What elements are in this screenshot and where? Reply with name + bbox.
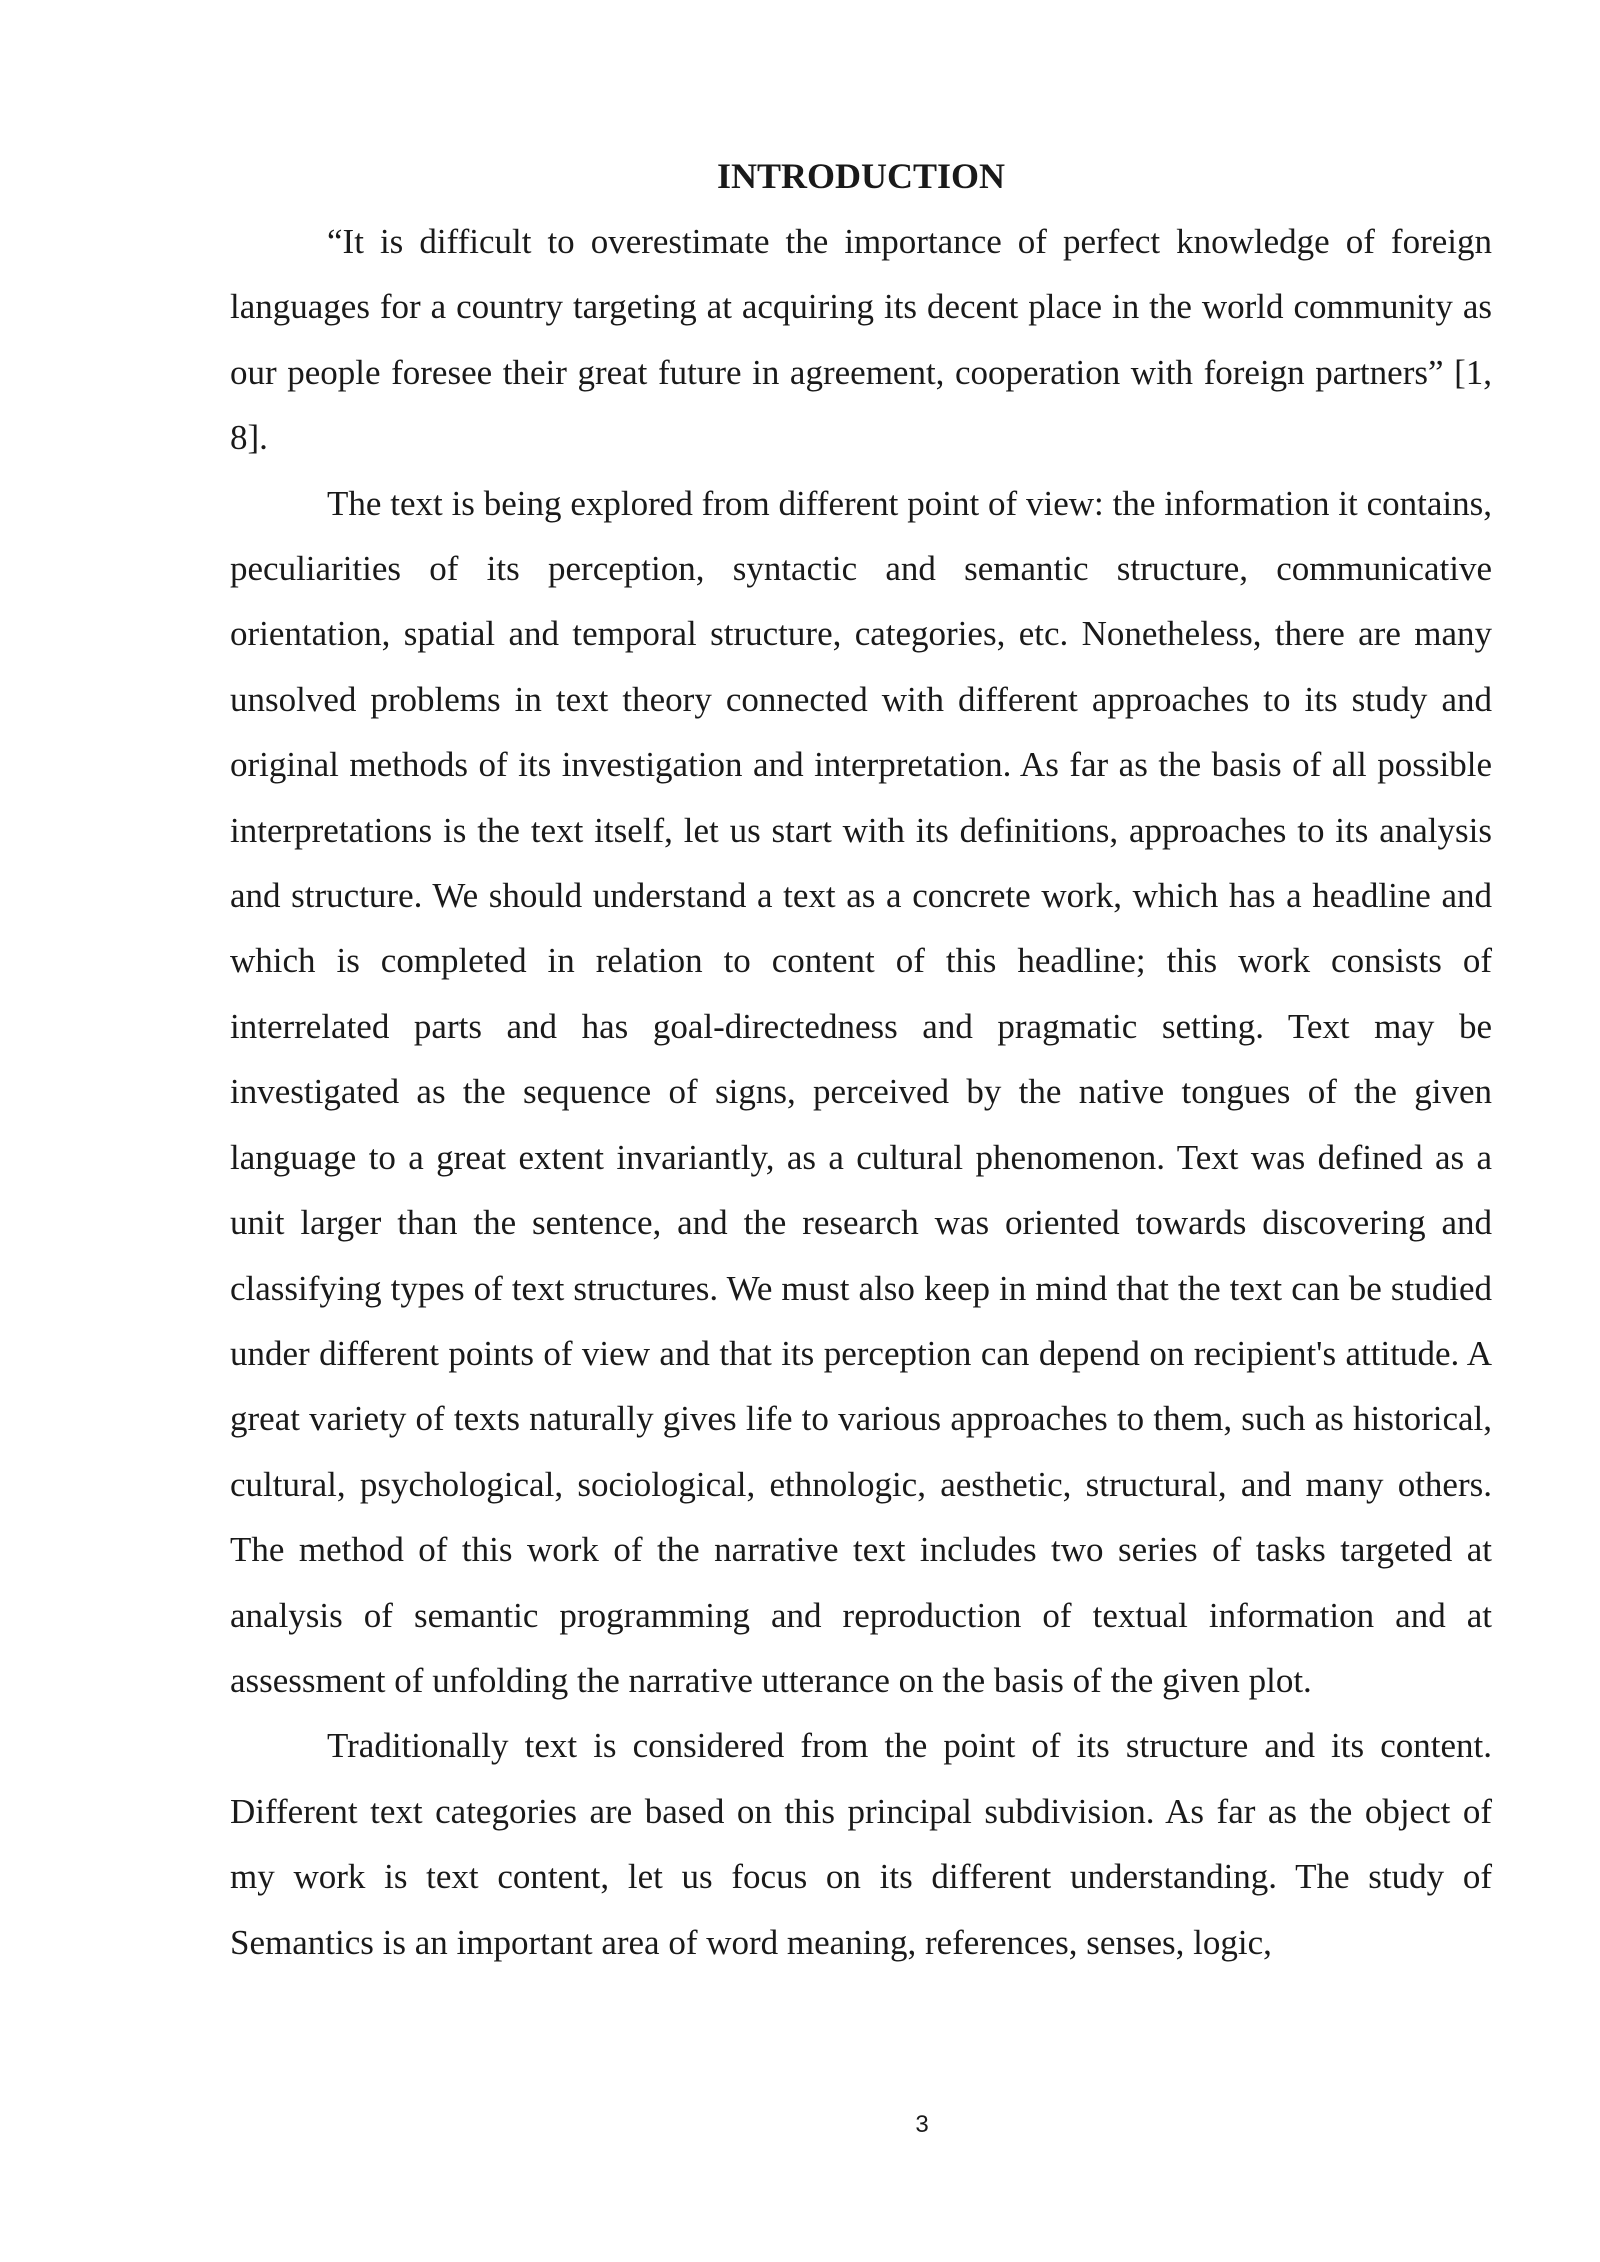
paragraph-text-exploration: The text is being explored from different point of view: the information it contains, peculiarities of its perception, syntactic and semantic structure, communicative orientation, spatial and temporal structure, categories, etc. Nonetheless, there are many unsolved problems in text theory connected with different approaches to its study and original methods of its investigation and interpretation. As far as the basis of all possible interpretations is the text itself, let us start with its definitions, approaches to its analysis and structure. We should understand a text as a concrete work, which has a headline and which is completed in relation to content of this headline; this work consists of interrelated parts and has goal-directedness and pragmatic setting. Text may be investigated as the sequence of signs, perceived by the native tongues of the given language to a great extent invariantly, as a cultural phenomenon. Text was defined as a unit larger than the sentence, and the research was oriented towards discovering and classifying types of text structures. We must also keep in mind that the text can be studied under different points of view and that its perception can depend on recipient's attitude. A great variety of texts naturally gives life to various approaches to them, such as historical, cultural, psychological, sociological, ethnologic, aesthetic, structural, and many others. The method of this work of the narrative text includes two series of tasks targeted at analysis of semantic programming and reproduction of textual information and at assessment of unfolding the narrative utterance on the basis of the given plot. [230,483,1492,1700]
paragraph-text-structure: Traditionally text is considered from the point of its structure and its content. Different text categories are based on this principal subdivision. As far as the object of my work is text content, let us focus on its different understanding. The study of Semantics is an important area of word meaning, references, senses, logic, [230,1726,1492,1962]
section-title: INTRODUCTION [716,156,1006,196]
paragraph-quote: “It is difficult to overestimate the importance of perfect knowledge of foreign languages for a country targeting at acquiring its decent place in the world community as our people foresee their great future in agreement, cooperation with foreign partners” [1, 8]. [230,222,1492,458]
body-text [230,209,1492,1975]
page-number: 3 [915,2111,929,2138]
